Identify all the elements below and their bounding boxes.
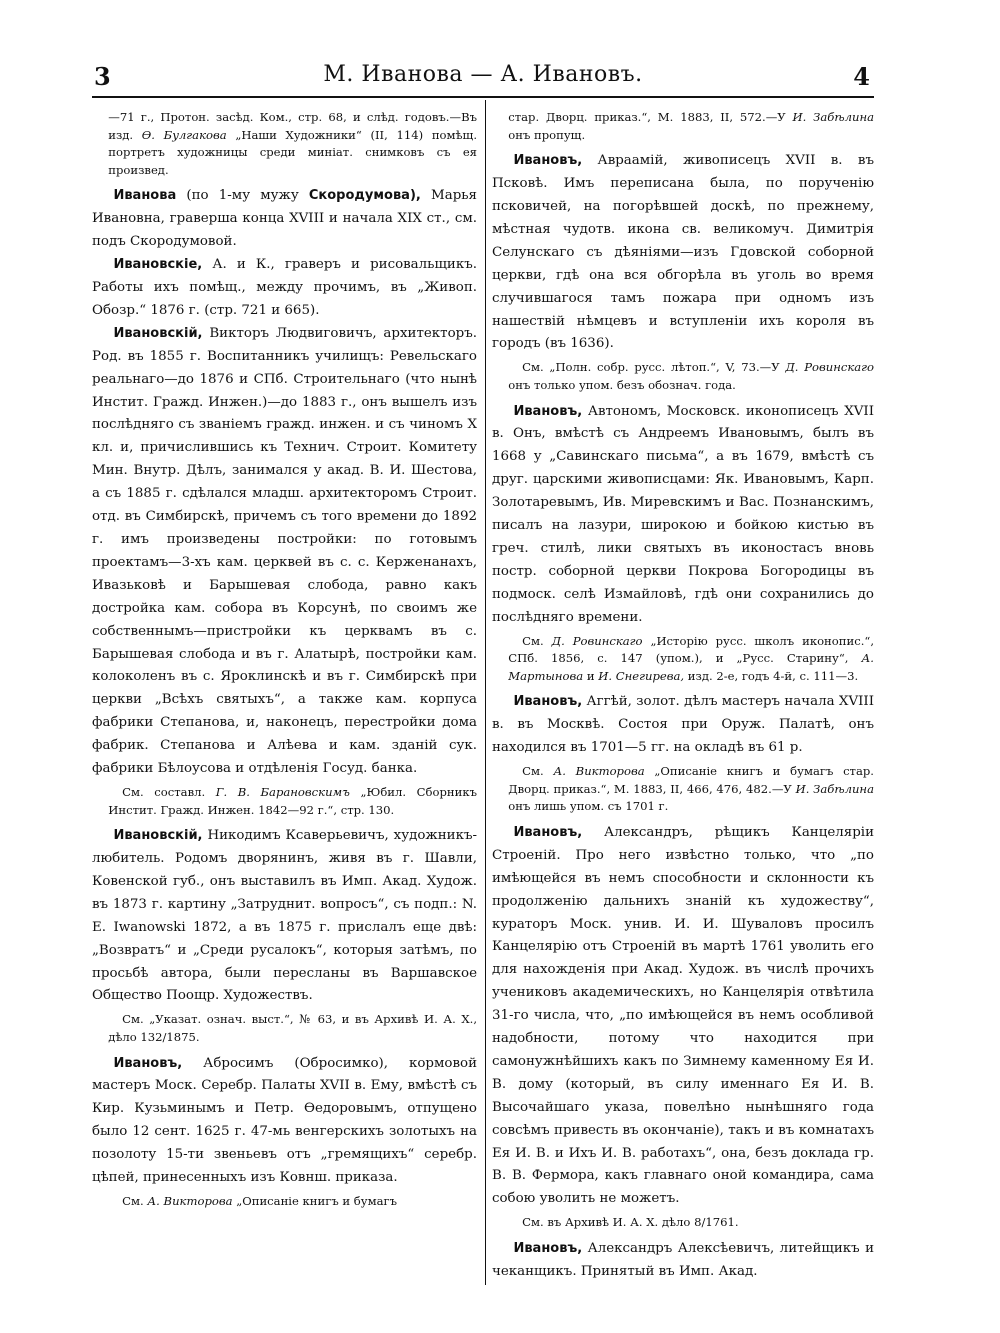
reference-ivanovskiy-viktor: См. составл. Г. В. Барановскимъ „Юбил. Сборникъ Инстит. Гражд. Инжен. 1842—92 г.“, стр. 130. xyxy=(108,784,478,817)
entry-ivanov-aleksandr-alekseevich: Ивановъ, Александръ Алексѣевичъ, литейщикъ и чеканщикъ. Принятый въ Имп. Акад. xyxy=(492,1240,874,1279)
entry-ivanova: Иванова (по 1-му мужу Скородумова), Марья Ивановна, граверша конца XVIII и начала XIX ст., см. подъ Скородумовой. xyxy=(92,188,478,250)
page-number-right: 4 xyxy=(853,62,870,91)
page-number-left: 3 xyxy=(94,62,111,91)
reference-ivanov-aggey: См. А. Викторова „Описаніе книгъ и бумагъ стар. Дворц. приказ.“, М. 1883, II, 466, 476, 482.—У И. Забѣлина онъ лишь упом. съ 1701 г. xyxy=(508,764,874,814)
page-header xyxy=(92,62,874,98)
entry-ivanovskie: Ивановскіе, А. и К., граверъ и рисовальщикъ. Работы ихъ помѣщ., между прочимъ, въ „Живоп. Обозр.“ 1876 г. (стр. 721 и 665). xyxy=(92,257,477,318)
column-divider xyxy=(485,100,486,1285)
reference-ivanov-avraamiy: См. „Полн. собр. русс. лѣтоп.“, V, 73.—У Д. Ровинскаго онъ только упом. безъ обознач. года. xyxy=(508,360,874,392)
reference-ivanov-avtonom: См. Д. Ровинскаго „Исторію русс. школъ иконопис.“, СПб. 1856, с. 147 (упом.), и „Русс. Старину“, А. Мартынова и И. Снегирева, изд. 2-е, годъ 4-й, с. 111—3. xyxy=(508,633,875,683)
entry-ivanov-abrosim: Ивановъ, Абросимъ (Обросимко), кормовой мастеръ Моск. Серебр. Палаты XVII в. Ему, вмѣстѣ съ Кир. Кузьминымъ и Петр. Ѳедоровымъ, отпущено было 12 сент. 1625 г. 47-мь венгерскихъ золотыхъ на позолоту 15-ти звеньевъ отъ „гремящихъ“ серебр. цѣпей, принесенныхъ изъ Ковнш. приказа. xyxy=(92,1055,477,1186)
reference-ivanov-abrosim: См. А. Викторова „Описаніе книгъ и бумагъ xyxy=(122,1194,397,1208)
entry-ivanov-aleksandr: Ивановъ, Александръ, рѣщикъ Канцеляріи Строеній. Про него извѣстно только, что „по имѣющейся въ немъ способности и склонности къ продолженію дальнихъ знаній къ художеству“, кураторъ Моск. унив. И. И. Шуваловъ просилъ Канцелярію отъ Строеній въ мартѣ 1761 уволить его для нахожденія при Акад. Худож. въ числѣ прочихъ учениковъ академическихъ, но Канцелярія отвѣтила 31-го числа, что, „по имѣющейся въ немъ особливой надобности, потому что находится при самонужнѣйшихъ какъ по Зимнему каменному Ея И. В. дому (который, въ силу именнаго Ея И. В. Высочайшаго указа, повелѣно нынѣшняго года совсѣмъ привесть въ окончаніе), такъ и въ комнатахъ Ея И. В. и Ихъ И. В. работахъ“, она, безъ доклада гр. В. В. Фермора, какъ главнаго оной командира, сама собою уволить не можетъ. xyxy=(492,824,874,1207)
entry-ivanovskiy-viktor: Ивановскій, Викторъ Людвиговичъ, архитекторъ. Род. въ 1855 г. Воспитанникъ училищъ: Ревельскаго реальнаго—до 1876 и СПб. Строительнаго (что нынѣ Инстит. Гражд. Инжен.)—до 1883 г., онъ вышелъ изъ послѣдняго съ званіемъ гражд. инжен. и съ чиномъ X кл. и, причислившись къ Технич. Строит. Комитету Мин. Внутр. Дѣлъ, занимался у акад. В. И. Шестова, а съ 1885 г. сдѣлался младш. архитекторомъ Строит. отд. въ Симбирскѣ, причемъ съ того времени до 1892 г. имъ произведены постройки: по готовымъ проектамъ—3-хъ кам. церквей въ с. с. Керженанахъ, Ивазьковѣ и Барышевая слобода, равно какъ достройка кам. собора въ Корсунѣ, по своимъ же собственнымъ—пристройки къ церквамъ въ с. Барышевая слобода и въ г. Алатырѣ, постройки кам. колоколенъ въ с. Яроклинскѣ и въ г. Симбирскѣ при церкви „Всѣхъ святыхъ“, а также кам. корпуса фабрики Степанова, и, наконецъ, перестройки дома фабрик. Степанова и Алѣева и кам. зданій сук. фабрики Бѣлоусова и отдѣленія Госуд. банка. xyxy=(92,325,477,777)
entry-ivanov-avraamiy: Ивановъ, Авраамій, живописецъ XVII в. въ Псковѣ. Имъ переписана была, по порученію псковичей, на погорѣвшей доскѣ, по прежнему, мѣстная чудотв. икона св. великомуч. Димитрія Селунскаго съ дѣяніями—изъ Гдовской соборной церкви, гдѣ она вся обгорѣла въ уголь во время случившагося тамъ пожара при одномъ изъ нашествій нѣмцевъ и вступленіи ихъ короля въ городъ (въ 1636). xyxy=(492,153,874,352)
left-column xyxy=(92,106,477,1217)
running-title: М. Иванова — А. Ивановъ. xyxy=(323,62,643,87)
entry-ivanov-avtonom: Ивановъ, Автономъ, Московск. иконописецъ XVII в. Онъ, вмѣстѣ съ Андреемъ Ивановымъ, былъ въ 1668 у „Савинскаго письма“, а въ 1679, вмѣстѣ съ друг. царскими живописцами: Як. Ивановымъ, Карп. Золотаревымъ, Ив. Миревскимъ и Вас. Познанскимъ, писалъ на лазури, широкою и бойкою кистью въ греч. стилѣ, лики святыхъ въ иконостасъ вновь постр. соборной церкви Покрова Богородицы въ подмоск. селѣ Измайловѣ, гдѣ они сохранились до послѣдняго времени. xyxy=(492,403,874,625)
entry-ivanov-aggey: Ивановъ, Аггѣй, золот. дѣлъ мастеръ начала XVIII в. въ Москвѣ. Состоя при Оруж. Палатѣ, онъ находился въ 1701—5 гг. на окладѣ въ 61 р. xyxy=(492,694,874,756)
right-column xyxy=(492,106,874,1284)
entry-continuation: —71 г., Протон. засѣд. Ком., стр. 68, и слѣд. годовъ.—Въ изд. Ѳ. Булгакова „Наши Художники“ (II, 114) помѣщ. портретъ художницы среди миніат. снимковъ съ ея произвед. xyxy=(108,110,478,177)
reference-continuation: стар. Дворц. приказ.“, М. 1883, II, 572.—У И. Забѣлина онъ пропущ. xyxy=(508,110,874,142)
reference-ivanov-aleksandr: См. въ Архивѣ И. А. Х. дѣло 8/1761. xyxy=(522,1215,739,1230)
reference-ivanovskiy-nikodim: См. „Указат. означ. выст.“, № 63, и въ Архивѣ И. А. Х., дѣло 132/1875. xyxy=(108,1012,477,1044)
entry-ivanovskiy-nikodim: Ивановскій, Никодимъ Ксаверьевичъ, художникъ-любитель. Родомъ дворянинъ, живя въ г. Шавли, Ковенской губ., онъ выставилъ въ Имп. Акад. Худож. въ 1873 г. картину „Затруднит. вопросъ“, съ подп.: N. E. Iwanowski 1872, а въ 1875 г. прислалъ еще двѣ: „Возвратъ“ и „Среди русалокъ“, которыя затѣмъ, по просьбѣ автора, были пересланы въ Варшавское Общество Поощр. Художествъ. xyxy=(92,828,477,1004)
